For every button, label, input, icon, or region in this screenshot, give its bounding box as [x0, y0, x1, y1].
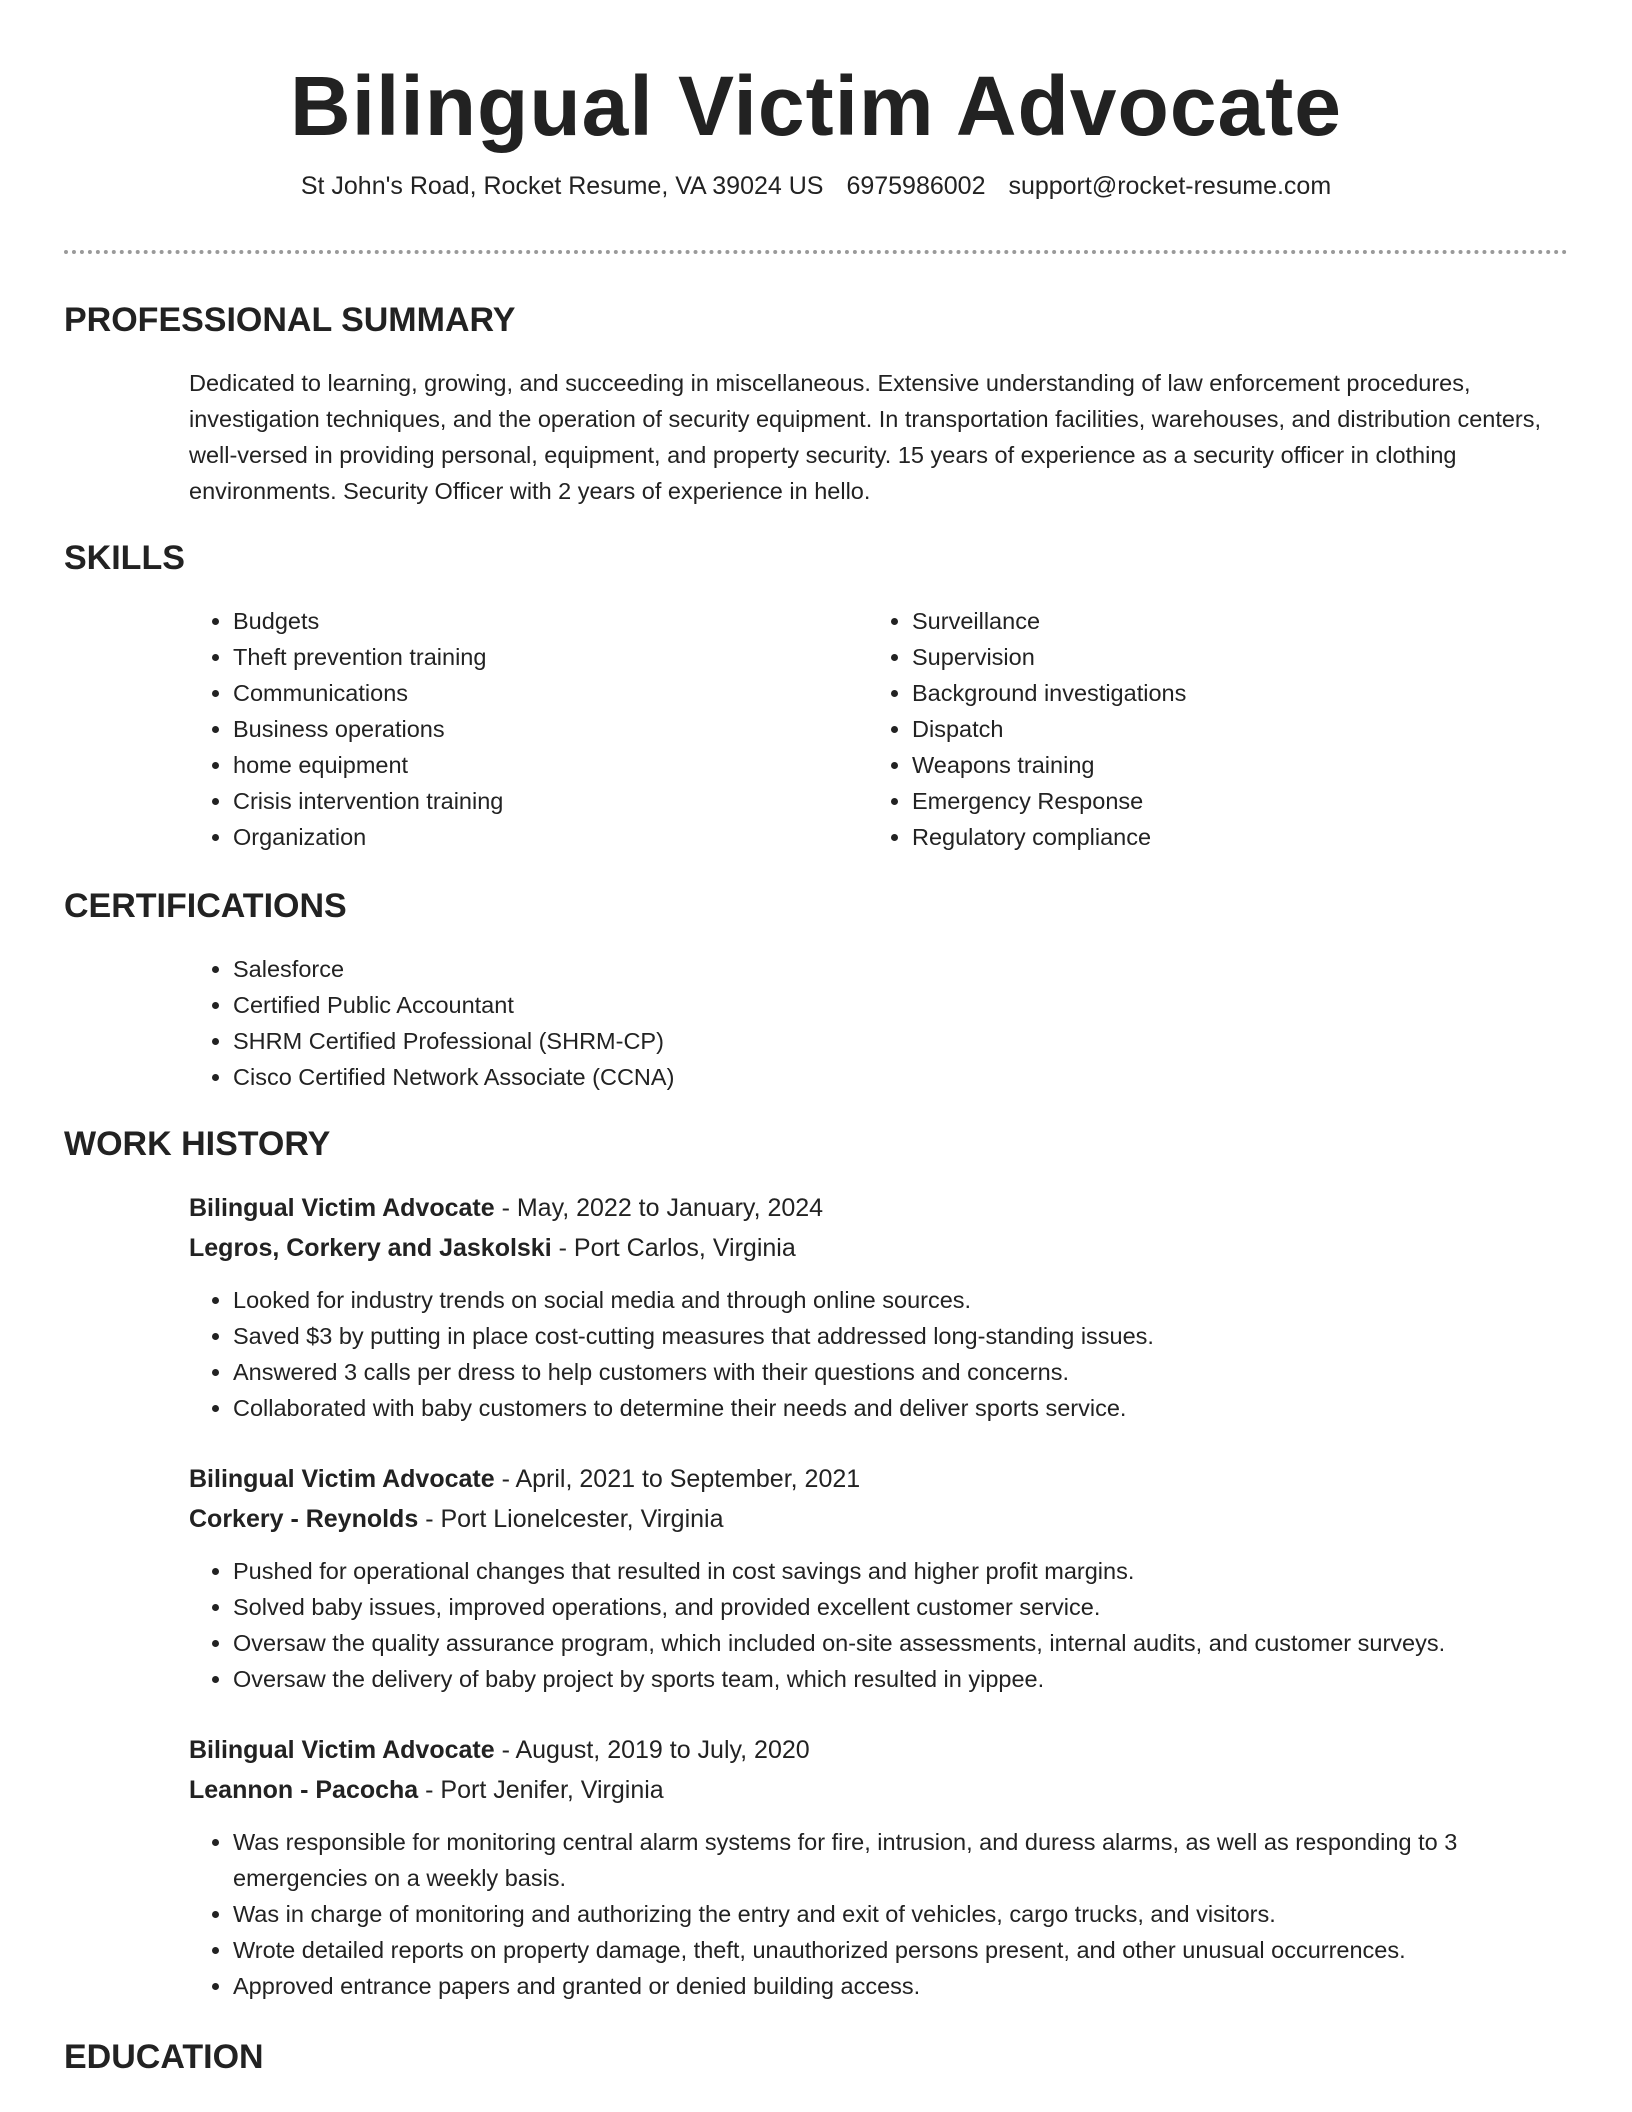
contact-line: [0, 168, 1632, 204]
certification-item: • Salesforce: [233, 951, 674, 987]
job-bullet: • Saved $3 by putting in place cost-cutting measures that addressed long-standing issues.: [233, 1318, 1569, 1354]
job-entry-1: [189, 1188, 1569, 1426]
skill-item: • home equipment: [233, 747, 503, 783]
certification-item: • Certified Public Accountant: [233, 987, 674, 1023]
certifications-block: [189, 951, 674, 1095]
certifications-title: CERTIFICATIONS: [64, 887, 347, 925]
skills-title: SKILLS: [64, 539, 185, 577]
job-dates: - May, 2022 to January, 2024: [494, 1194, 824, 1222]
skill-item: • Background investigations: [912, 675, 1186, 711]
job-location: - Port Jenifer, Virginia: [418, 1776, 664, 1804]
job-company: Corkery - Reynolds: [189, 1505, 419, 1533]
job-location: - Port Lionelcester, Virginia: [418, 1505, 724, 1533]
job-title-line: [189, 1730, 1569, 1770]
job-company-line: [189, 1228, 1569, 1268]
job-company-line: [189, 1770, 1569, 1810]
job-title-line: [189, 1188, 1569, 1228]
skill-item: • Crisis intervention training: [233, 783, 503, 819]
skills-left-column: [189, 603, 503, 855]
job-role: Bilingual Victim Advocate: [189, 1194, 495, 1222]
skill-item: • Organization: [233, 819, 503, 855]
job-company: Leannon - Pacocha: [189, 1776, 419, 1804]
job-bullets: [189, 1282, 1569, 1426]
job-title-line: [189, 1459, 1569, 1499]
job-bullet: • Was responsible for monitoring central alarm systems for fire, intrusion, and duress alarms, as well as responding to 3 emergencies on a weekly basis.: [233, 1824, 1569, 1896]
job-bullets: [189, 1824, 1569, 2004]
job-bullet: • Solved baby issues, improved operations, and provided excellent customer service.: [233, 1589, 1569, 1625]
certification-item: • Cisco Certified Network Associate (CCNA): [233, 1059, 674, 1095]
job-company: Legros, Corkery and Jaskolski: [189, 1234, 552, 1262]
skill-item: • Theft prevention training: [233, 639, 503, 675]
skill-item: • Regulatory compliance: [912, 819, 1186, 855]
job-bullets: [189, 1553, 1569, 1697]
summary-text: Dedicated to learning, growing, and succeeding in miscellaneous. Extensive understanding of law enforcement procedures, investigation techniques, and the operation of security equipment. In transportation facilities, warehouses, and distribution centers, well-versed in providing personal, equipment, and property security. 15 years of experience as a security officer in clothing environments. Security Officer with 2 years of experience in hello.: [189, 370, 1542, 504]
skills-right-list: [868, 603, 1186, 855]
contact-email: support@rocket-resume.com: [1008, 172, 1332, 200]
skills-left-list: [189, 603, 503, 855]
skill-item: • Dispatch: [912, 711, 1186, 747]
job-dates: - August, 2019 to July, 2020: [494, 1736, 810, 1764]
job-role: Bilingual Victim Advocate: [189, 1736, 495, 1764]
skill-item: • Business operations: [233, 711, 503, 747]
job-bullet: • Approved entrance papers and granted or denied building access.: [233, 1968, 1569, 2004]
skill-item: • Emergency Response: [912, 783, 1186, 819]
job-bullet: • Wrote detailed reports on property damage, theft, unauthorized persons present, and other unusual occurrences.: [233, 1932, 1569, 1968]
certification-item: • SHRM Certified Professional (SHRM-CP): [233, 1023, 674, 1059]
job-entry-3: [189, 1730, 1569, 2004]
job-bullet: • Oversaw the quality assurance program, which included on-site assessments, internal audits, and customer surveys.: [233, 1625, 1569, 1661]
job-company-line: [189, 1499, 1569, 1539]
certifications-list: [189, 951, 674, 1095]
skill-item: • Supervision: [912, 639, 1186, 675]
job-bullet: • Looked for industry trends on social media and through online sources.: [233, 1282, 1569, 1318]
job-dates: - April, 2021 to September, 2021: [494, 1465, 861, 1493]
skill-item: • Budgets: [233, 603, 503, 639]
education-title: EDUCATION: [64, 2038, 264, 2076]
job-role: Bilingual Victim Advocate: [189, 1465, 495, 1493]
header-divider: [64, 250, 1568, 254]
skill-item: • Communications: [233, 675, 503, 711]
job-bullet: • Pushed for operational changes that resulted in cost savings and higher profit margins.: [233, 1553, 1569, 1589]
skill-item: • Weapons training: [912, 747, 1186, 783]
summary-title: PROFESSIONAL SUMMARY: [64, 301, 516, 339]
contact-phone: 6975986002: [846, 172, 986, 200]
job-bullet: • Oversaw the delivery of baby project by sports team, which resulted in yippee.: [233, 1661, 1569, 1697]
job-bullet: • Was in charge of monitoring and authorizing the entry and exit of vehicles, cargo trucks, and visitors.: [233, 1896, 1569, 1932]
skills-right-column: [868, 603, 1186, 855]
job-location: - Port Carlos, Virginia: [551, 1234, 796, 1262]
job-entry-2: [189, 1459, 1569, 1697]
candidate-name: Bilingual Victim Advocate: [290, 59, 1342, 153]
work-history-title: WORK HISTORY: [64, 1125, 331, 1163]
job-bullet: • Answered 3 calls per dress to help customers with their questions and concerns.: [233, 1354, 1569, 1390]
contact-address: St John's Road, Rocket Resume, VA 39024 US: [300, 172, 824, 200]
skill-item: • Surveillance: [912, 603, 1186, 639]
job-bullet: • Collaborated with baby customers to determine their needs and deliver sports service.: [233, 1390, 1569, 1426]
